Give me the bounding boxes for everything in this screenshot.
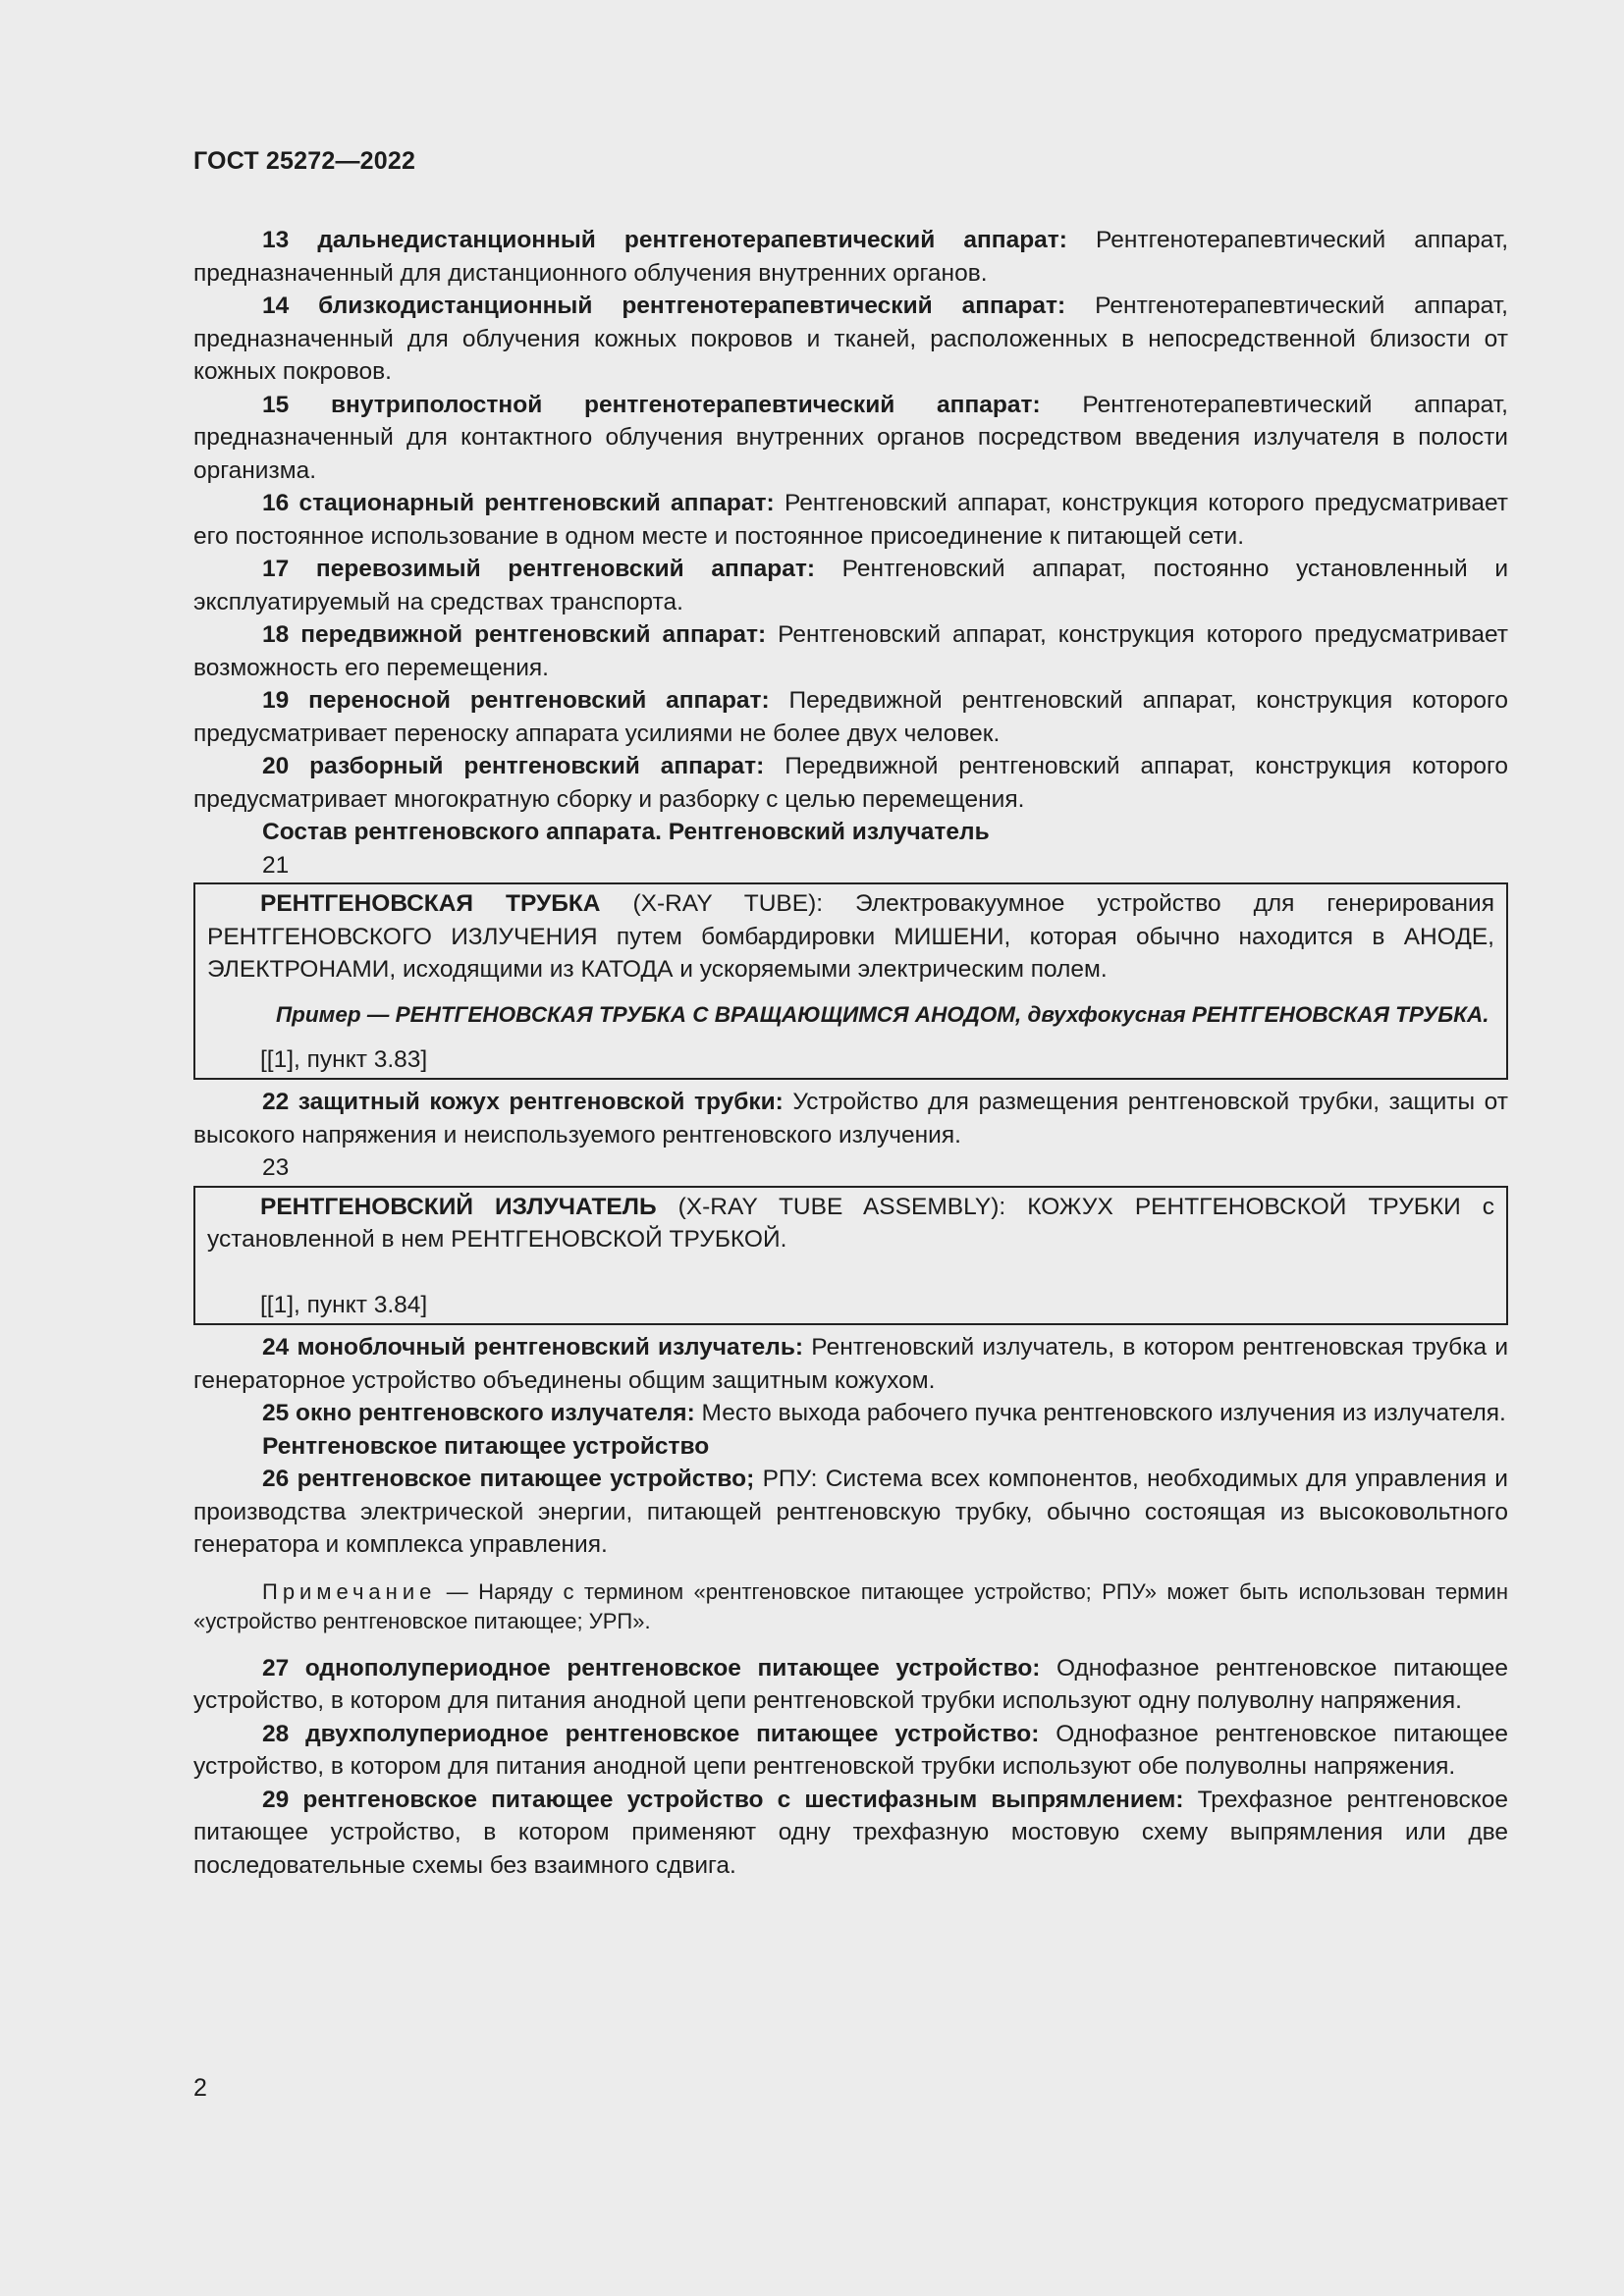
reference-23: [[1], пункт 3.84] — [260, 1291, 428, 1318]
term-24: 24 моноблочный рентгеновский излучатель: — [262, 1334, 804, 1361]
term-25: 25 окно рентгеновского излучателя: — [262, 1400, 695, 1426]
iec-term-box-21 — [193, 882, 1508, 1080]
definition-28: Однофазное рентгеновское питающее устройство, в котором для питания анодной цепи рентгеновской трубки используют обе полуволны напряжения. — [193, 1720, 1508, 1780]
term-29: 29 рентгеновское питающее устройство с шестифазным выпрямлением: — [262, 1786, 1184, 1813]
definition-26: РПУ: Система всех компонентов, необходимых для управления и производства электрической энергии, питающей рентгеновскую трубку, обычно состоящая из высоковольтного генератора и комплекса управления. — [193, 1466, 1508, 1558]
definition-18: Рентгеновский аппарат, конструкция которого предусматривает возможность его перемещения. — [193, 621, 1508, 681]
term-entry-27 — [193, 1652, 1508, 1718]
box-spacer — [207, 1256, 1494, 1289]
note-text: — Наряду с термином «рентгеновское питающее устройство; РПУ» может быть использован термин «устройство рентгеновское питающее; УРП». — [193, 1578, 1508, 1633]
example-21: Пример — РЕНТГЕНОВСКАЯ ТРУБКА С ВРАЩАЮЩИМСЯ АНОДОМ, двухфокусная РЕНТГЕНОВСКАЯ ТРУБКА. — [276, 1001, 1489, 1027]
definition-16: Рентгеновский аппарат, конструкция которого предусматривает его постоянное использование в одном месте и постоянное присоединение к питающей сети. — [193, 490, 1508, 550]
term-entry-29 — [193, 1784, 1508, 1883]
term-entry-15 — [193, 389, 1508, 488]
section-heading-power-supply: Рентгеновское питающее устройство — [262, 1432, 710, 1460]
term-22: 22 защитный кожух рентгеновской трубки: — [262, 1089, 784, 1115]
term-entry-13 — [193, 224, 1508, 290]
term-19: 19 переносной рентгеновский аппарат: — [262, 687, 770, 714]
definition-27: Однофазное рентгеновское питающее устройство, в котором для питания анодной цепи рентгеновской трубки используют одну полуволну напряжения. — [193, 1654, 1509, 1714]
term-entry-19 — [193, 684, 1508, 750]
definition-29: Трехфазное рентгеновское питающее устройство, в котором применяют одну трехфазную мостовую схему выпрямления или две последовательные схемы без взаимного сдвига. — [193, 1786, 1508, 1879]
reference-21: [[1], пункт 3.83] — [260, 1045, 428, 1073]
term-entry-23 — [207, 1191, 1494, 1256]
term-entry-16 — [193, 487, 1508, 553]
definition-25: Место выхода рабочего пучка рентгеновского излучения из излучателя. — [694, 1400, 1506, 1426]
definition-24: Рентгеновский излучатель, в котором рентгеновская трубка и генераторное устройство объединены общим защитным кожухом. — [193, 1334, 1509, 1394]
term-entry-24 — [193, 1331, 1508, 1397]
term-entry-25 — [193, 1397, 1508, 1430]
term-26: 26 рентгеновское питающее устройство; — [262, 1466, 755, 1492]
definition-13: Рентгенотерапевтический аппарат, предназначенный для дистанционного облучения внутренних органов. — [193, 227, 1509, 287]
definition-22: Устройство для размещения рентгеновской трубки, защиты от высокого напряжения и неиспользуемого рентгеновского излучения. — [193, 1089, 1508, 1148]
definition-17: Рентгеновский аппарат, постоянно установленный и эксплуатируемый на средствах транспорта. — [193, 556, 1508, 615]
section-heading-xray-apparatus: Состав рентгеновского аппарата. Рентгеновский излучатель — [262, 819, 990, 845]
term-entry-26 — [193, 1463, 1508, 1562]
term-entry-22 — [193, 1086, 1508, 1151]
definition-15: Рентгенотерапевтический аппарат, предназначенный для контактного облучения внутренних органов посредством введения излучателя в полости организма. — [193, 391, 1508, 484]
term-entry-18 — [193, 618, 1508, 684]
term-entry-21 — [207, 887, 1494, 987]
term-13: 13 дальнедистанционный рентгенотерапевтический аппарат: — [262, 227, 1067, 253]
term-21: РЕНТГЕНОВСКАЯ ТРУБКА — [260, 890, 601, 917]
term-16: 16 стационарный рентгеновский аппарат: — [262, 490, 775, 516]
term-20: 20 разборный рентгеновский аппарат: — [262, 753, 765, 779]
term-23: РЕНТГЕНОВСКИЙ ИЗЛУЧАТЕЛЬ — [260, 1193, 657, 1220]
term-27: 27 однополупериодное рентгеновское питающее устройство: — [262, 1654, 1041, 1682]
definition-19: Передвижной рентгеновский аппарат, конструкция которого предусматривает переноску аппарата усилиями не более двух человек. — [193, 687, 1509, 747]
iec-term-box-23 — [193, 1186, 1508, 1326]
definition-23: (X-RAY TUBE ASSEMBLY): КОЖУХ РЕНТГЕНОВСКОЙ ТРУБКИ с установленной в нем РЕНТГЕНОВСКОЙ ТРУБКОЙ. — [207, 1193, 1495, 1253]
term-28: 28 двухполупериодное рентгеновское питающее устройство: — [262, 1720, 1040, 1747]
definition-14: Рентгенотерапевтический аппарат, предназначенный для облучения кожных покровов и тканей, расположенных в непосредственной близости от кожных покровов. — [193, 293, 1508, 385]
page-number: 2 — [193, 2074, 207, 2102]
term-number-23: 23 — [262, 1154, 290, 1181]
document-body — [193, 224, 1508, 1882]
term-number-21: 21 — [262, 851, 290, 879]
definition-21: (X-RAY TUBE): Электровакуумное устройство для генерирования РЕНТГЕНОВСКОГО ИЗЛУЧЕНИЯ путем бомбардировки МИШЕНИ, которая обычно находится в АНОДЕ, ЭЛЕКТРОНАМИ, исходящими из КАТОДА и ускоряемыми электрическим полем. — [207, 890, 1494, 983]
term-entry-20 — [193, 750, 1508, 816]
term-14: 14 близкодистанционный рентгенотерапевтический аппарат: — [262, 293, 1066, 319]
definition-20: Передвижной рентгеновский аппарат, конструкция которого предусматривает многократную сборку и разборку с целью перемещения. — [193, 753, 1508, 813]
note-26 — [193, 1577, 1508, 1636]
term-15: 15 внутриполостной рентгенотерапевтический аппарат: — [262, 391, 1041, 418]
document-header: ГОСТ 25272—2022 — [193, 147, 416, 175]
term-entry-28 — [193, 1718, 1508, 1784]
term-17: 17 перевозимый рентгеновский аппарат: — [262, 556, 815, 582]
term-entry-14 — [193, 290, 1508, 389]
term-18: 18 передвижной рентгеновский аппарат: — [262, 621, 767, 648]
note-label: Примечание — [262, 1578, 437, 1604]
term-entry-17 — [193, 553, 1508, 618]
